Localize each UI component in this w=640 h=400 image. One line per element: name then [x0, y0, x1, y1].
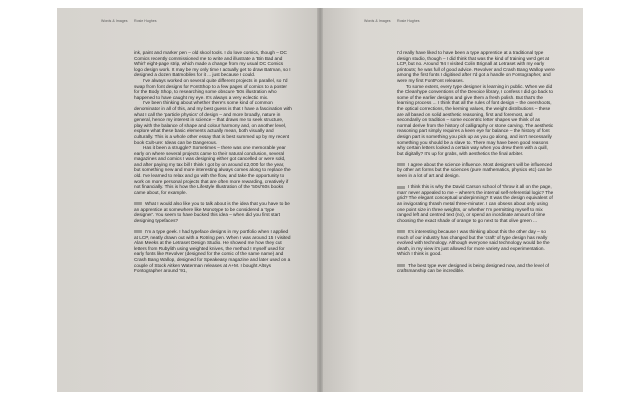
paragraph-text: ink, paint and marker pen – old skool tools. I do love comics, though – DC Comics recently commissioned me to write and illustrate a 'Bin Bad and Whirl' eight-page strip, which made a change from my usual DC Comics logo design work. It may be my only time I actually get to draw Batman, so I designed a dozen Batmobiles for it ... just because I could.: [134, 50, 291, 78]
speaker-marker-icon: [134, 230, 142, 233]
book-spine: [317, 8, 323, 392]
body-paragraph: [397, 184, 555, 223]
left-page: [57, 8, 320, 392]
body-paragraph: [134, 78, 292, 100]
speaker-marker-icon: [397, 186, 405, 189]
paragraph-text: I'd really have liked to have been a type apprentice at a traditional type design studio, though – I did think that was the kind of training we'd get at LCP, but no. Around '94 I visited Colin Brignall at Letraset with my early printouts; he was full of good advice. Revolver and Crash Bang Wallop were among the first fonts I digitised after I'd got a handle on Fontographer, and were my first FontFont releases.: [397, 50, 555, 83]
body-paragraph: [134, 201, 292, 223]
right-running-author: Rosie Hughes: [397, 19, 420, 23]
body-paragraph: [134, 229, 292, 274]
left-text-column: [134, 50, 292, 274]
paragraph-text: I agree about the science influence. Most designers will be influenced by other art forms but the sciences (pure mathematics, physics etc) can be seen in a lot of art and design.: [397, 161, 553, 179]
body-paragraph: [134, 145, 292, 195]
body-paragraph: [397, 84, 555, 157]
right-text-column: [397, 50, 555, 274]
left-running-section: Words & Images: [101, 19, 128, 23]
speaker-marker-icon: [397, 230, 405, 233]
right-page: [320, 8, 583, 392]
speaker-marker-icon: [397, 264, 405, 267]
paragraph-text: I think this is why the David Carson school of 'throw it all on the page, man' never appealed to me – where's the internal self-referential logic? The grid? The elegant conceptual underpinning? It was the design equivalent of an invigorating thrash metal three-minuter. I can obsess about only using one point size in three weights, or whether I'm permitting myself to mix ranged left and centred text (no), or spend an inordinate amount of time choosing the exact shade of orange to go next to that olive green ...: [397, 184, 554, 223]
paragraph-text: The best type ever designed is being designed now, and the level of craftsmanship can be incredible.: [397, 262, 549, 274]
paragraph-text: What I would also like you to talk about is the idea that you have to be an apprentice at somewhere like Monotype to be considered a 'type designer'. You seem to have bucked this idea – when did you first start designing typefaces?: [134, 201, 290, 223]
body-paragraph: [397, 263, 555, 274]
paragraph-text: I've been thinking about whether there's some kind of common denominator in all of this, and my best guess is that I have a fascination with what I call the 'particle physics' of design – and more broadly, nature in general, hence my interest in science – that draws me to seek structure, play with the balance of shape and colour harmony and, on another level, explore what these basic elements actually mean, both visually and culturally. This is a whole other essay that is best summed up by my recent book Cult-ure: Ideas can be Dangerous.: [134, 100, 292, 145]
paragraph-text: To some extent, every type designer is learning in public. When we did the Cleanhype conventions of the Devoice library, I confess I did go back to some of the earlier designs and give them a fresh polish. But that's the learning process ... I think that all the rules of font design – the overshoots, the optical corrections, the kerning values, the weight distributions – these are all based on solid aesthetic reasoning, first and foremost, and secondarily on tradition – some eccentric letter shapes we think of as normal derive from the history of calligraphy or stone carving. The aesthetic reasoning part simply requires a keen eye for balance – the history of font design part is something you pick up as you go along, and isn't necessarily something you should be a slave to. There may have been good reasons why certain letters looked a certain way when you drew them with a quill, but digitally? It's up for grabs, with aesthetics the final arbiter.: [397, 83, 554, 156]
body-paragraph: [134, 100, 292, 145]
right-running-section: Words & Images: [364, 19, 391, 23]
body-paragraph: [397, 162, 555, 179]
body-paragraph: [397, 50, 555, 84]
left-running-author: Rosie Hughes: [134, 19, 157, 23]
body-paragraph: [134, 50, 292, 78]
speaker-marker-icon: [134, 202, 142, 205]
paragraph-text: I've always worked on several quite different projects in parallel, so I'd swap from font designs for FontShop to a few pages of comics to a poster for the Body Shop, to researching some obscure '50s illustration who happened to have caught my eye. It's always a very eclectic mix.: [134, 77, 288, 100]
paragraph-text: Has it been a struggle? Sometimes – there was one memorable year early on where several projects came to their natural conclusion, several magazines and comics I was designing either got cancelled or were sold, and after paying my tax bill I think I got by on around £2,000 for the year, but something new and more interesting always comes along to replace the old. I've learned to relax and go with the flow, and take the opportunity to work on more personal projects that are often more rewarding, creatively if not financially. This is how the Lifestyle Illustration of the '50s/'60s books came about, for example.: [134, 145, 291, 195]
paragraph-text: It's interesting because I was thinking about this the other day – so much of our industry has changed but the 'craft' of type design has really evolved with technology. Although everyone said technology would be the death, in my view it's just allowed for more variety and experimentation. Which I think is good.: [397, 229, 550, 257]
open-book: [57, 8, 583, 392]
speaker-marker-icon: [397, 163, 405, 166]
paragraph-text: I'm a type geek. I had typeface designs in my portfolio when I applied at LCP, neatly drawn out with a Rotring pen. When I was around 15 I visited Alan Meeks at the Letraset Design Studio. He showed me how they cut letters from Rubylith using weighted knives, the method I myself used for early fonts like Revolver (designed for the comic of the same name) and Crash Bang Wallop, designed for Speakeasy magazine and later used on a couple of Stock Aitken Waterman releases at A+M. I bought Altsys Fontographer around '91,: [134, 229, 291, 274]
body-paragraph: [397, 229, 555, 257]
